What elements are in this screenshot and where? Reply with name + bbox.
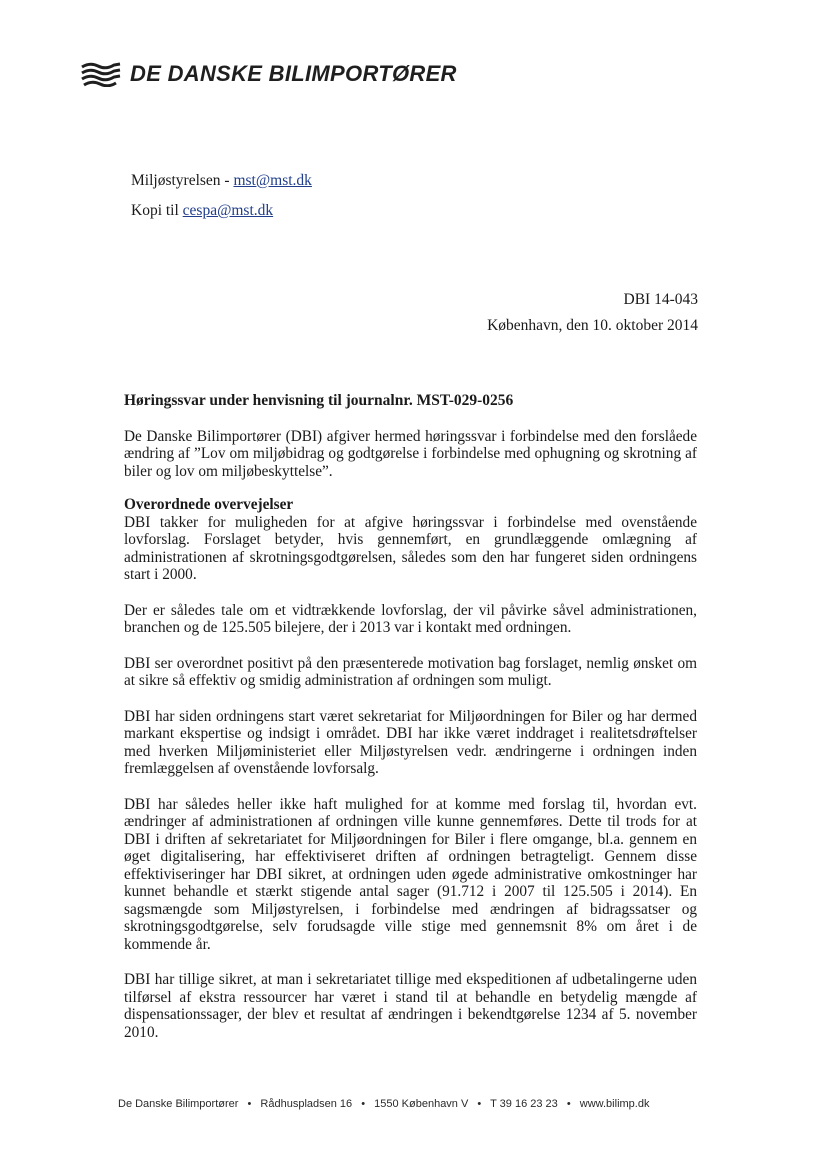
footer bbox=[118, 1098, 678, 1110]
to-line bbox=[131, 172, 312, 190]
footer-separator: • bbox=[247, 1098, 252, 1110]
cc-line bbox=[131, 202, 312, 220]
subject-heading: Høringssvar under henvisning til journalnr. MST-029-0256 bbox=[124, 392, 514, 409]
to-email-link[interactable]: mst@mst.dk bbox=[233, 172, 312, 189]
footer-postal: 1550 København V bbox=[374, 1098, 469, 1110]
place-date: København, den 10. oktober 2014 bbox=[487, 317, 698, 334]
reference-id: DBI 14-043 bbox=[623, 291, 698, 308]
cc-prefix: Kopi til bbox=[131, 202, 183, 219]
body-paragraph: DBI ser overordnet positivt på den præsenterede motivation bag forslaget, nemlig ønsket om at sikre så effektiv og smidig administration af ordningen som muligt. bbox=[124, 654, 697, 689]
body-paragraph: DBI har tillige sikret, at man i sekretariatet tillige med ekspeditionen af udbetalingerne uden tilførsel af ekstra ressourcer har været i stand til at behandle en betydelig mængde af dispensationssager, der blev et resultat af ændringen i bekendtgørelse 1234 af 5. november 2010. bbox=[124, 971, 697, 1041]
body-paragraph: DBI har siden ordningens start været sekretariat for Miljøordningen for Biler og har dermed markant ekspertise og indsigt i området. DBI har ikke været inddraget i realitetsdrøftelser med hverken Miljøministeriet eller Miljøstyrelsen vedr. ændringerne i ordningen inden fremlæggelsen af ovenstående lovforsalg. bbox=[124, 707, 697, 777]
body-paragraph: Der er således tale om et vidtrækkende lovforslag, der vil påvirke såvel administrationen, branchen og de 125.505 bilejere, der i 2013 var i kontakt med ordningen. bbox=[124, 601, 697, 636]
cc-email-link[interactable]: cespa@mst.dk bbox=[182, 202, 274, 219]
body-paragraph: DBI takker for muligheden for at afgive høringssvar i forbindelse med ovenstående lovforslag. Forslaget betyder, hvis gennemført, en grundlæggende omlægning af administrationen af skrotningsgodtgørelsen, således som den har fungeret siden ordningens start i 2000. bbox=[124, 513, 697, 583]
footer-web[interactable]: www.bilimp.dk bbox=[579, 1098, 650, 1110]
footer-separator: • bbox=[477, 1098, 482, 1110]
recipients bbox=[131, 172, 312, 232]
body-paragraph: DBI har således heller ikke haft mulighed for at komme med forslag til, hvordan evt. ændringer af administrationen af ordningen ville kunne gennemføres. Dette til trods for at DBI i driften af sekretariatet for Miljøordningen for Biler i flere omgange, bl.a. gennem en øget digitalisering, har effektiviseret driften af ordningen betragteligt. Gennem disse effektiviseringer har DBI sikret, at ordningen uden øgede administrative omkostninger har kunnet behandle et stærkt stigende antal sager (91.712 i 2007 til 125.505 i 2014). En sagsmængde som Miljøstyrelsen, i forbindelse med ændringen af bidragssatser og skrotningsgodtgørelse, selv forudsagde ville stige med gennemsnit 8% om året i de kommende år. bbox=[124, 795, 697, 953]
footer-address: Rådhuspladsen 16 bbox=[260, 1098, 353, 1110]
section-heading: Overordnede overvejelser bbox=[124, 496, 294, 513]
letter-body bbox=[124, 392, 697, 1059]
footer-phone: T 39 16 23 23 bbox=[490, 1098, 558, 1110]
org-name: DE DANSKE BILIMPORTØRER bbox=[130, 61, 457, 86]
to-prefix: Miljøstyrelsen - bbox=[131, 172, 234, 189]
footer-separator: • bbox=[361, 1098, 366, 1110]
reference-block bbox=[487, 291, 698, 343]
waves-car-icon bbox=[80, 61, 122, 87]
letterhead bbox=[80, 58, 457, 90]
intro-paragraph: De Danske Bilimportører (DBI) afgiver hermed høringssvar i forbindelse med den forslåede ændring af ”Lov om miljøbidrag og godtgørelse i forbindelse med ophugning og skrotning af biler og lov om miljøbeskyttelse”. bbox=[124, 427, 697, 480]
footer-separator: • bbox=[566, 1098, 571, 1110]
footer-org: De Danske Bilimportører bbox=[118, 1098, 239, 1110]
